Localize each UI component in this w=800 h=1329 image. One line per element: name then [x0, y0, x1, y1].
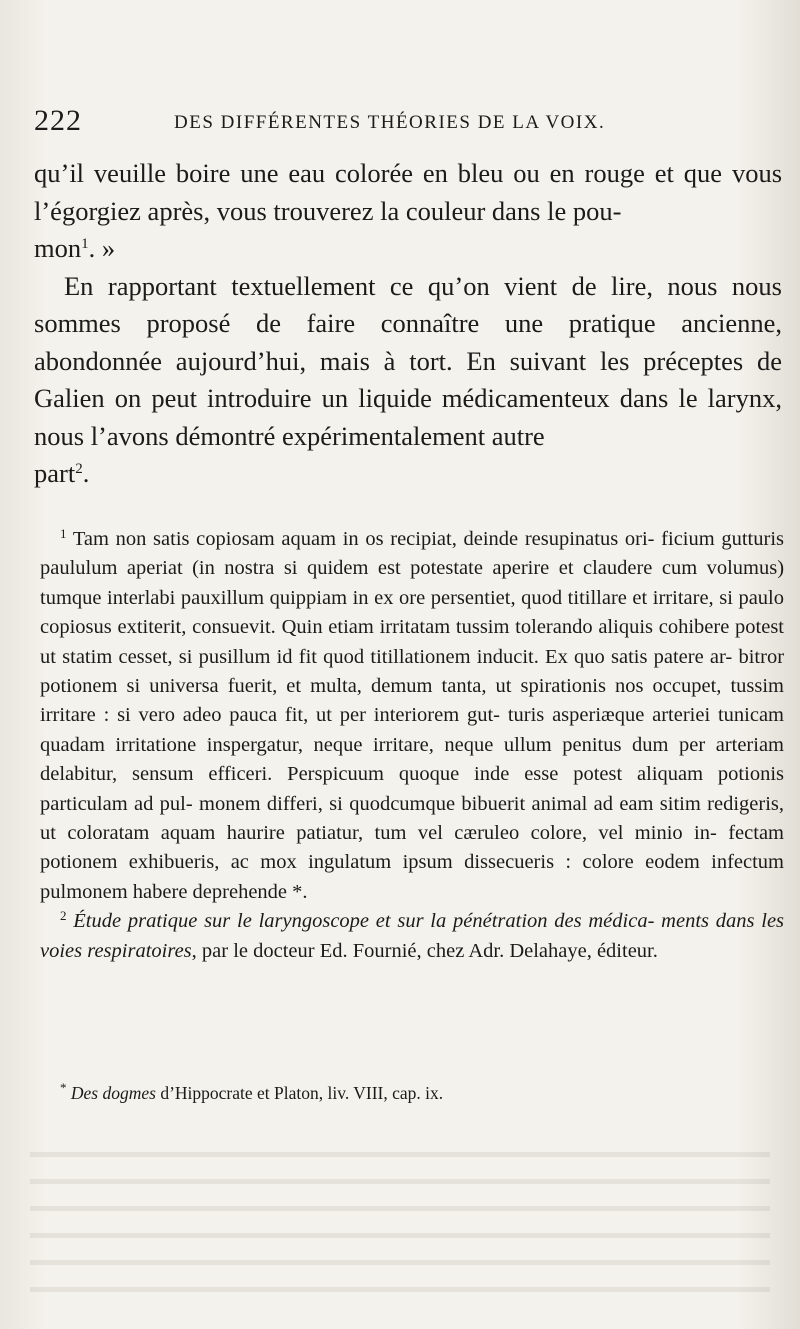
- footnote-line: nos occupet, tussim irritare : si vero adeo pauca fit, ut per interiorem gut-: [40, 675, 785, 727]
- footnote-line: Perspicuum quoque inde esse potest aliquam potionis particulam ad pul-: [40, 763, 784, 815]
- page-header: [34, 104, 774, 144]
- text-line: vous l’égorgiez après, vous trouverez la couleur dans le pou-: [34, 158, 783, 226]
- footnote-line: et claudere cum volumus) tumque interlabi pauxillum quippiam in ex ore: [40, 557, 785, 609]
- text-line: mon: [34, 233, 82, 263]
- paragraph-2: [34, 268, 782, 456]
- footnote-line: , par le docteur Ed. Fournié, chez: [191, 939, 465, 962]
- footnote-line: bitror potionem si universa fuerit, et multa, demum tanta, ut spirationis: [40, 645, 785, 698]
- text-line: .: [82, 458, 90, 488]
- text-line: abondonnée aujourd’hui, mais à tort. En suivant les préceptes: [34, 345, 744, 376]
- footnote-line: coloratam aquam haurire patiatur, tum vel cæruleo colore, vel minio in-: [67, 822, 717, 845]
- sub-footnote-title: Des dogmes: [70, 1083, 156, 1103]
- page-number: 222: [34, 104, 82, 137]
- footnote-line: irritare, neque ullum penitus dum per arteriam delabitur, sensum efficeri.: [40, 733, 784, 786]
- text-line: le larynx, nous l’avons démontré expérimentalement autre: [34, 383, 782, 451]
- footnote-1: [40, 525, 784, 907]
- bleed-through-texture: [30, 1130, 770, 1310]
- running-title: DES DIFFÉRENTES THÉORIES DE LA VOIX.: [174, 112, 606, 133]
- footnote-line: persentiet, quod titillare et irritare, si paulo copiosus extiterit, consuevit.: [40, 586, 785, 639]
- footnote-line: Tam non satis copiosam aquam in os recipiat, deinde resupinatus ori-: [72, 528, 655, 550]
- text-line: sommes proposé de faire connaître une pratique ancienne,: [34, 308, 782, 338]
- footnote-line: turis asperiæque arteriei tunicam quadam irritatione inspergatur, neque: [40, 704, 784, 756]
- text-line: qu’il veuille boire une eau colorée en bleu ou en rouge et que: [34, 158, 723, 188]
- text-line: En rapportant textuellement ce qu’on vient de lire, nous nous: [64, 270, 782, 301]
- footnote-2: [40, 907, 784, 966]
- sub-footnote: [60, 1080, 780, 1106]
- paragraph-1-end: [34, 230, 782, 268]
- text-line: de Galien on peut introduire un liquide médicamenteux dans: [34, 345, 782, 413]
- footnote-mark-1: 1: [60, 526, 67, 541]
- footnote-line: fectam potionem exhibueris, ac mox ingulatum ipsum dissecueris : colore: [40, 822, 784, 874]
- footnote-line: monem differi, si quodcumque bibuerit animal ad eam sitim redigeris, ut: [40, 792, 784, 845]
- sub-footnote-text: d’Hippocrate et Platon, liv. VIII, cap. ix.: [155, 1083, 444, 1103]
- footnote-mark-2: 2: [60, 908, 67, 924]
- main-text: [34, 155, 782, 493]
- footnote-line: ficium gutturis paululum aperiat (in nostra si quidem est potestate aperire: [40, 528, 785, 580]
- footnote-line: cesset, si pusillum id fit quod titillationem inducit. Ex quo satis patere ar-: [118, 645, 733, 668]
- footnote-line: eodem infectum pulmonem habere deprehende *.: [40, 851, 785, 903]
- paragraph-1: [34, 155, 782, 230]
- footnote-2-title-cont: ments dans les voies respiratoires: [40, 910, 785, 962]
- footnote-line: Quin etiam irritatam tussim tolerando aliquis cohibere potest ut statim: [40, 616, 785, 668]
- text-line: . »: [88, 233, 116, 263]
- footnotes: [40, 525, 784, 966]
- text-line: part: [34, 458, 76, 488]
- paragraph-2-end: [34, 455, 782, 493]
- footnote-2-title: Étude pratique sur le laryngoscope et sur la pénétration des médica-: [73, 910, 655, 933]
- footnote-line: Adr. Delahaye, éditeur.: [468, 939, 658, 962]
- footnote-ref-2: 2: [75, 461, 83, 477]
- footnote-ref-1: 1: [81, 236, 89, 252]
- sub-footnote-mark: *: [60, 1080, 67, 1095]
